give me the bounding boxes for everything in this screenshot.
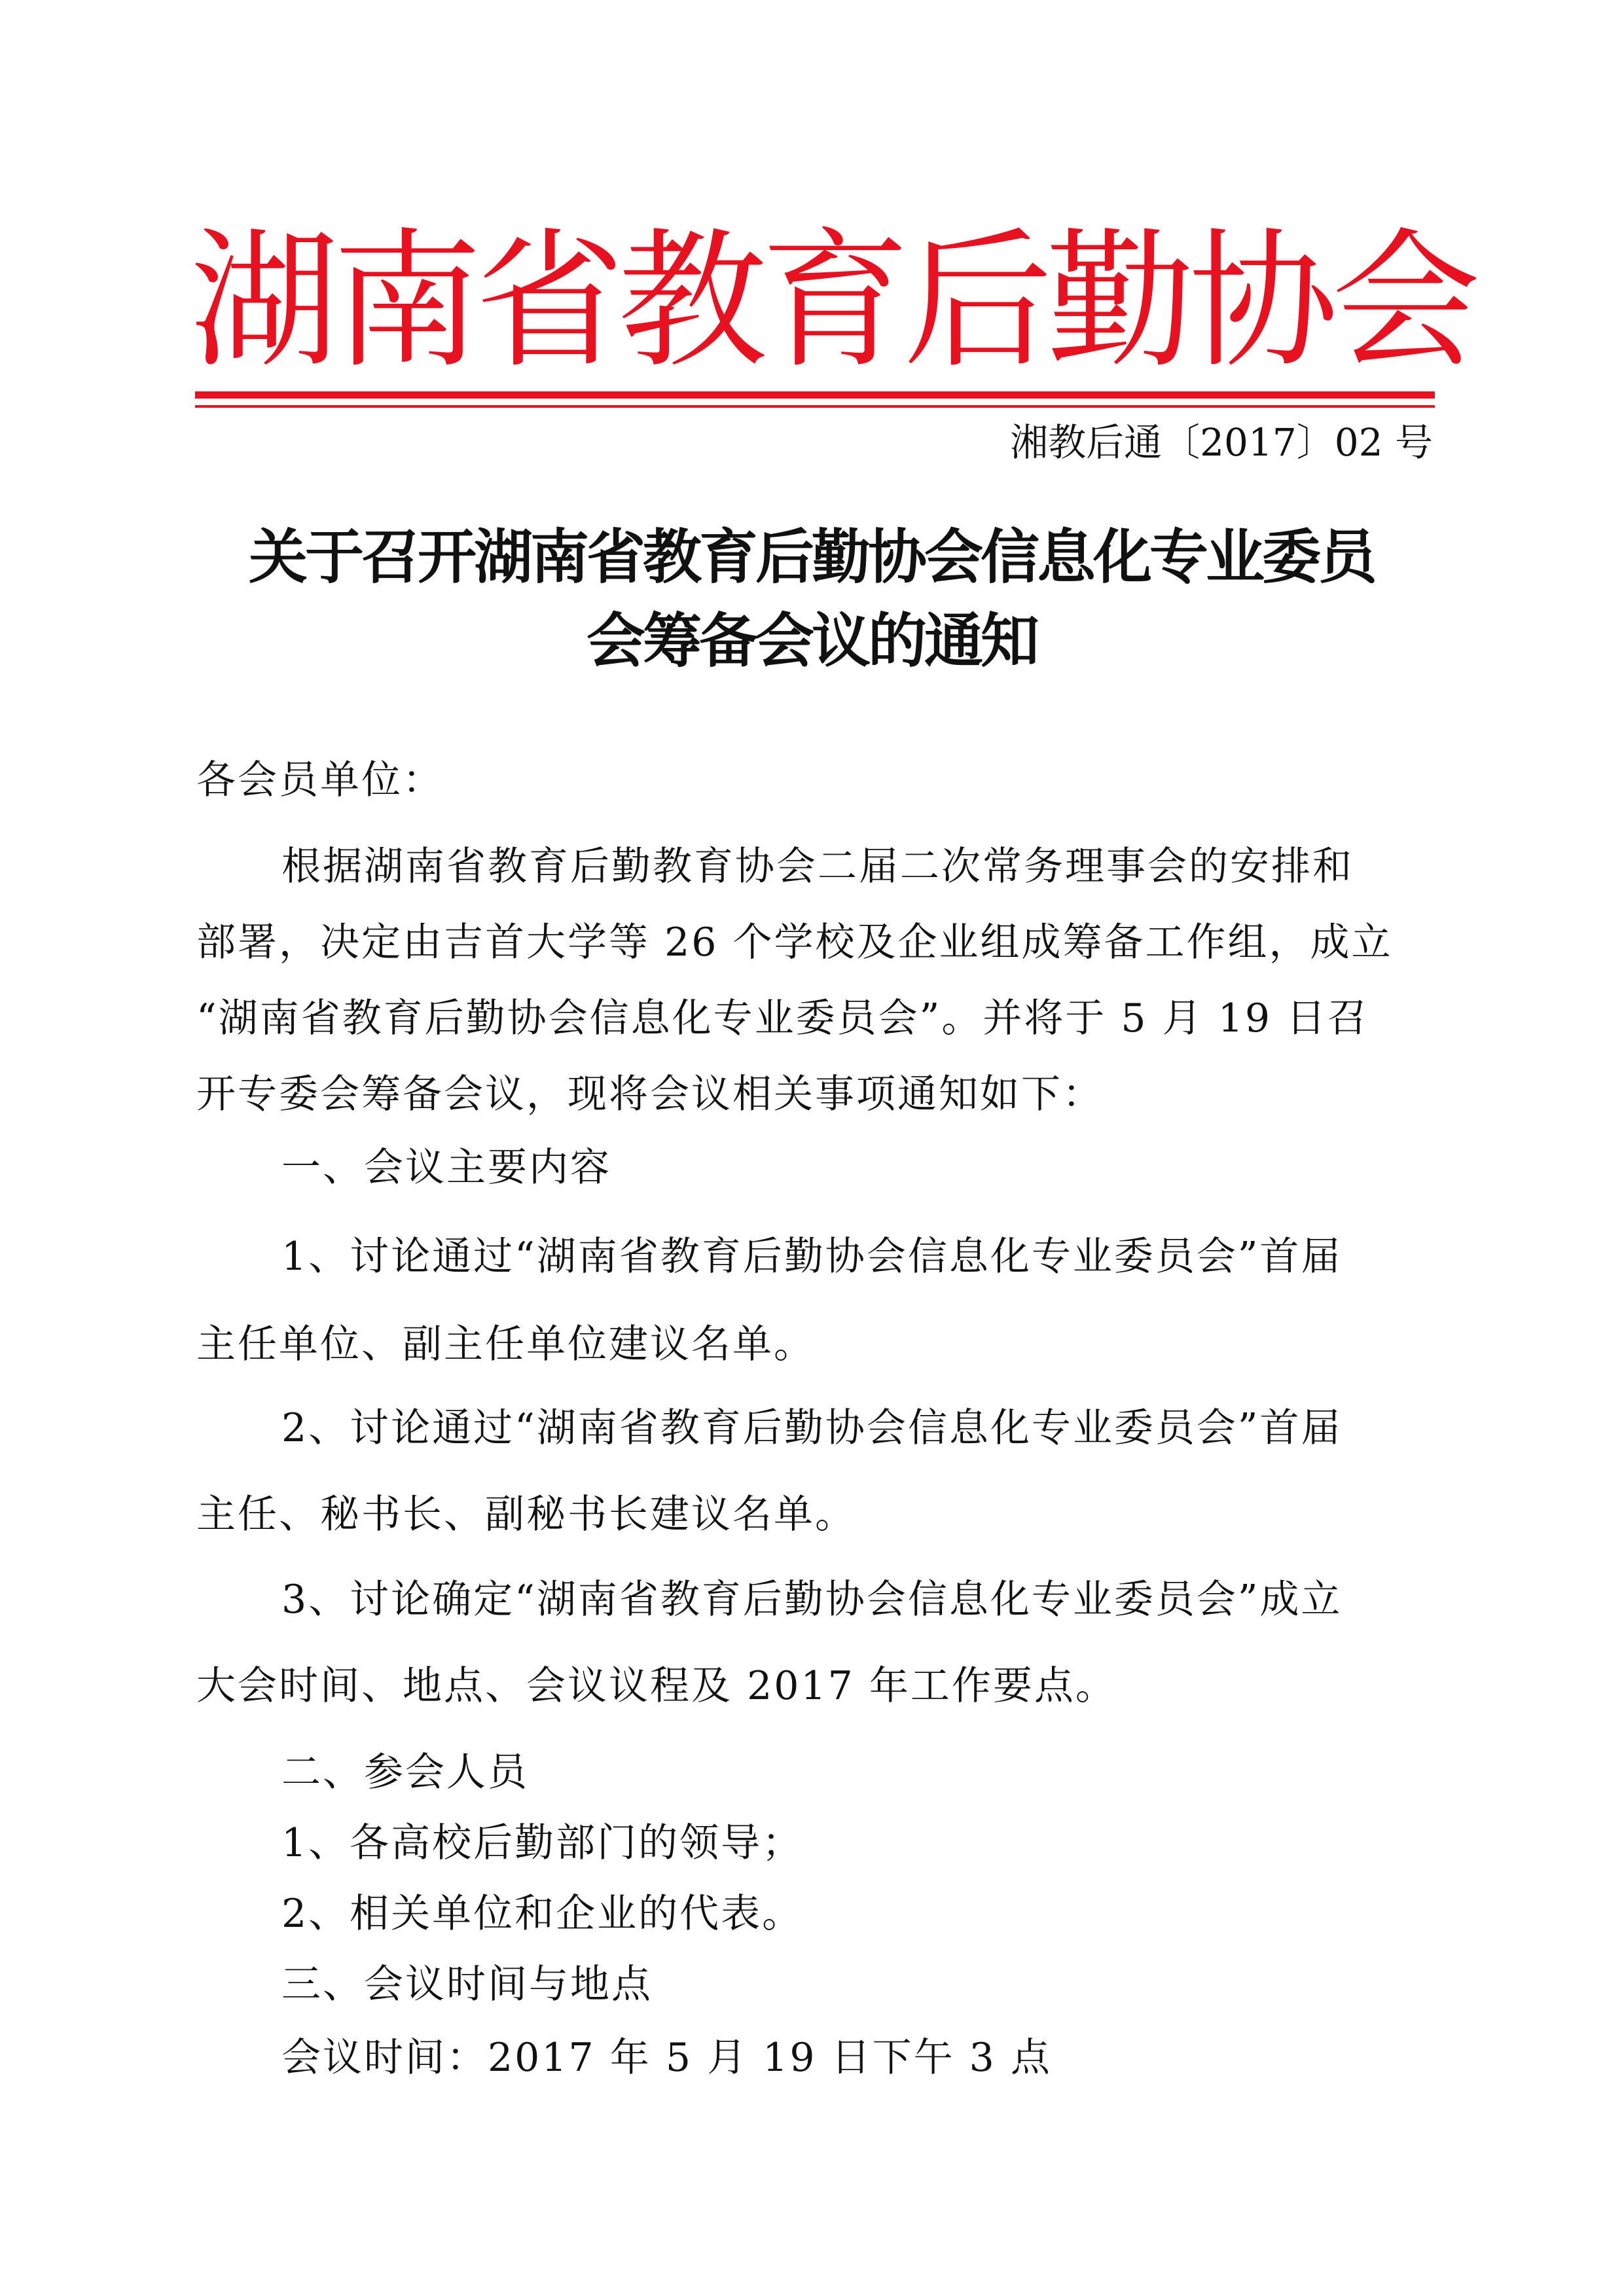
section1-item3-line1: 3、讨论确定“湖南省教育后勤协会信息化专业委员会”成立 <box>281 1577 1343 1623</box>
intro-line-3: “湖南省教育后勤协会信息化专业委员会”。并将于 5 月 19 日召 <box>196 996 1369 1041</box>
section2-item1: 1、各高校后勤部门的领导； <box>281 1820 804 1866</box>
section1-item2-line1: 2、讨论通过“湖南省教育后勤协会信息化专业委员会”首届 <box>281 1405 1343 1451</box>
section1-item1-line2: 主任单位、副主任单位建议名单。 <box>196 1321 815 1367</box>
letterhead-org-name: 湖南省教育后勤协会 <box>190 214 1474 388</box>
section1-item3-line2: 大会时间、地点、会议议程及 2017 年工作要点。 <box>196 1663 1117 1709</box>
section3-heading: 三、会议时间与地点 <box>281 1962 653 2007</box>
intro-line-2: 部署，决定由吉首大学等 26 个学校及企业组成筹备工作组，成立 <box>196 920 1393 965</box>
salutation: 各会员单位： <box>196 757 444 803</box>
document-title <box>190 516 1434 683</box>
section2-item2: 2、相关单位和企业的代表。 <box>281 1891 804 1937</box>
intro-line-1: 根据湖南省教育后勤教育协会二届二次常务理事会的安排和 <box>281 844 1354 889</box>
section3-meeting-time: 会议时间：2017 年 5 月 19 日下午 3 点 <box>281 2035 1052 2081</box>
letterhead-red-rule-thin <box>195 405 1435 408</box>
title-line-2: 会筹备会议的通知 <box>586 607 1037 675</box>
section1-item2-line2: 主任、秘书长、副秘书长建议名单。 <box>196 1492 856 1537</box>
document-number: 湘教后通〔2017〕02 号 <box>1010 420 1433 465</box>
section2-heading: 二、参会人员 <box>281 1749 529 1795</box>
intro-line-4: 开专委会筹备会议，现将会议相关事项通知如下： <box>196 1071 1104 1117</box>
letterhead-red-rule-thick <box>195 391 1435 399</box>
section1-heading: 一、会议主要内容 <box>281 1145 611 1191</box>
section1-item1-line1: 1、讨论通过“湖南省教育后勤协会信息化专业委员会”首届 <box>281 1234 1343 1280</box>
title-line-1: 关于召开湖南省教育后勤协会信息化专业委员 <box>249 523 1375 592</box>
